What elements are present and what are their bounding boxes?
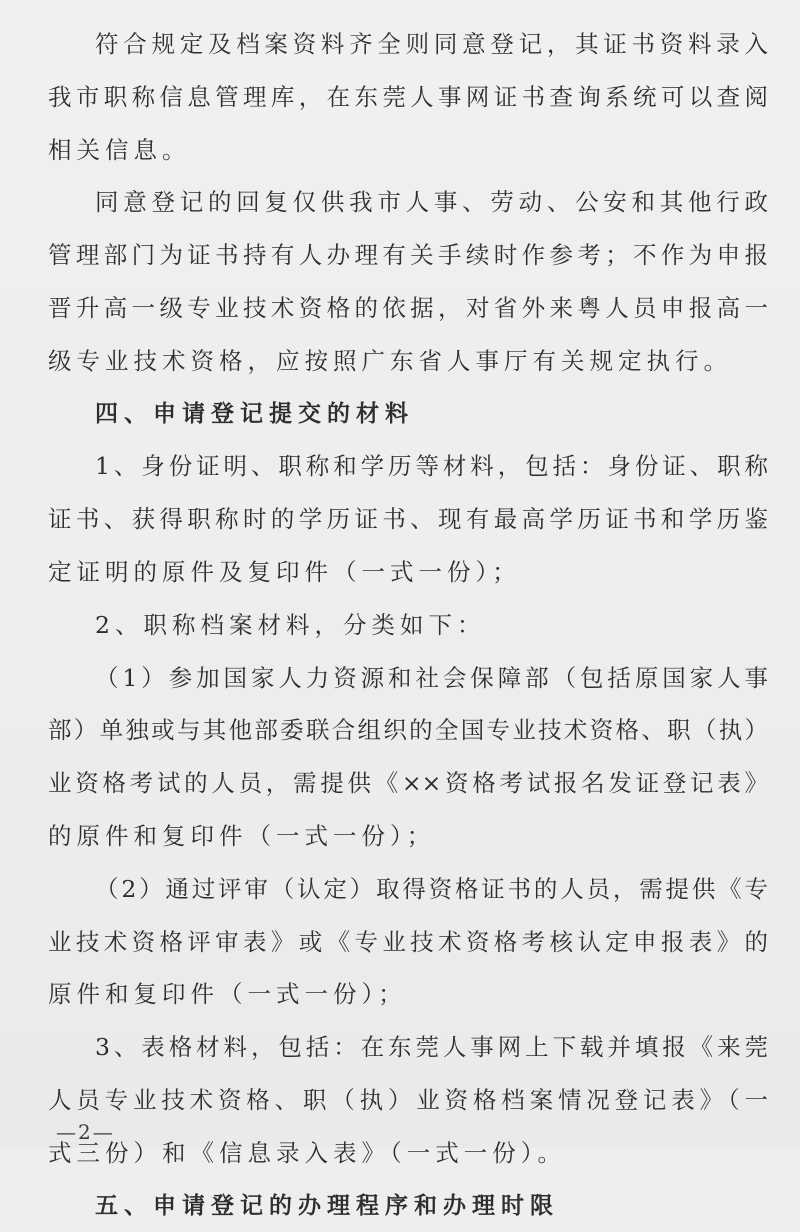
paragraph-line: 业技术资格评审表》或《专业技术资格考核认定申报表》的 <box>48 927 768 956</box>
paragraph-line: （2）通过评审（认定）取得资格证书的人员，需提供《专 <box>95 874 768 903</box>
paragraph-line: 的原件和复印件（一式一份）； <box>48 821 436 850</box>
paragraph-line: 业资格考试的人员，需提供《××资格考试报名发证登记表》 <box>48 769 768 798</box>
paragraph-line: 我市职称信息管理库，在东莞人事网证书查询系统可以查阅 <box>48 82 768 111</box>
paragraph-line: 证书、获得职称时的学历证书、现有最高学历证书和学历鉴 <box>48 505 768 534</box>
paragraph-line: 级专业技术资格，应按照广东省人事厅有关规定执行。 <box>48 346 732 375</box>
paragraph-line: 3、表格材料，包括：在东莞人事网上下载并填报《来莞 <box>95 1033 768 1062</box>
page-number: —2— <box>56 1120 115 1144</box>
paragraph-line: 2、职称档案材料，分类如下： <box>95 610 486 639</box>
paragraph-line: 人员专业技术资格、职（执）业资格档案情况登记表》（一 <box>48 1085 768 1114</box>
paragraph-line: 管理部门为证书持有人办理有关手续时作参考；不作为申报 <box>48 241 768 270</box>
paragraph-line: 晋升高一级专业技术资格的依据，对省外来粤人员申报高一 <box>48 293 768 322</box>
paragraph-line: （1）参加国家人力资源和社会保障部（包括原国家人事 <box>95 663 768 692</box>
section-heading-5: 五、申请登记的办理程序和办理时限 <box>95 1192 559 1219</box>
paragraph-line: 原件和复印件（一式一份）； <box>48 980 407 1009</box>
paragraph-line: 定证明的原件及复印件（一式一份）； <box>48 557 521 586</box>
paragraph-line: 相关信息。 <box>48 135 191 164</box>
paragraph-line: 式三份）和《信息录入表》（一式一份）。 <box>48 1138 566 1167</box>
paragraph-line: 符合规定及档案资料齐全则同意登记，其证书资料录入 <box>95 30 768 58</box>
paragraph-line: 部）单独或与其他部委联合组织的全国专业技术资格、职（执） <box>48 716 768 745</box>
section-heading-4: 四、申请登记提交的材料 <box>95 400 414 427</box>
paragraph-line: 同意登记的回复仅供我市人事、劳动、公安和其他行政 <box>95 188 768 217</box>
document-body <box>48 18 768 1232</box>
paragraph-line: 1、身份证明、职称和学历等材料，包括：身份证、职称 <box>95 452 768 481</box>
